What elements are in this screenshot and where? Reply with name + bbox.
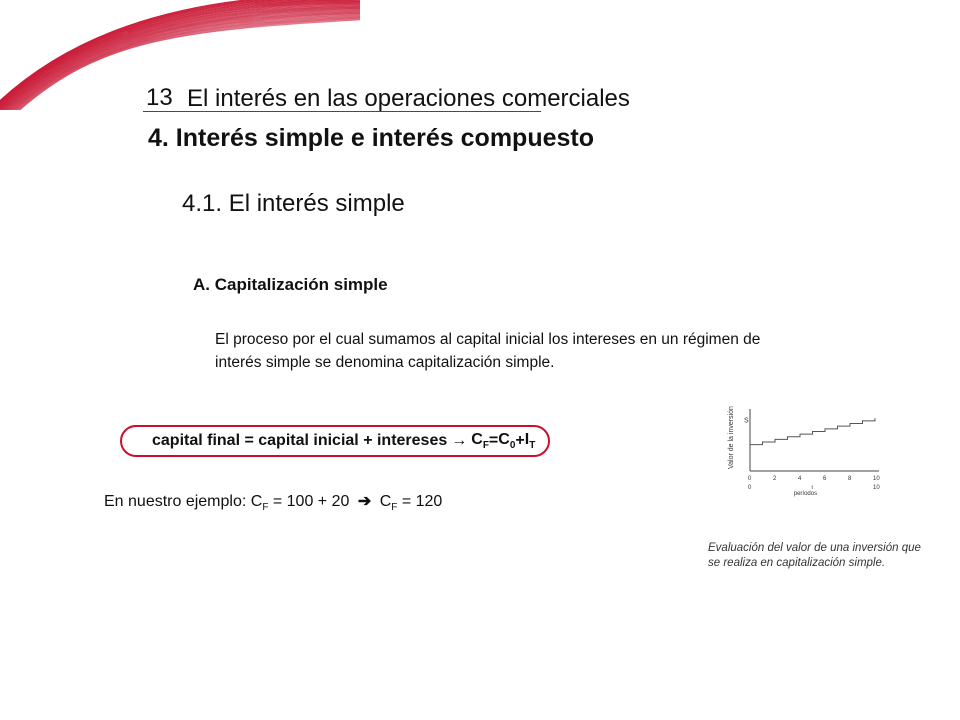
formula-text: capital final = capital inicial + intereses bbox=[152, 432, 448, 449]
x-tick-label: 8 bbox=[848, 476, 852, 482]
y-tick-label: S bbox=[744, 417, 749, 425]
x-tick-label: 2 bbox=[773, 476, 777, 482]
x-tick-label: 0 bbox=[748, 476, 752, 482]
chapter-title: El interés en las operaciones comerciales bbox=[187, 85, 630, 112]
figure-caption: Evaluación del valor de una inversión que se realiza en capitalización simple. bbox=[708, 542, 921, 569]
x-tick-label: 0 bbox=[748, 485, 752, 491]
formula-equals: = bbox=[488, 432, 499, 449]
x-tick-label: 10 bbox=[873, 476, 880, 482]
investment-value-chart bbox=[722, 405, 882, 500]
series-line bbox=[750, 418, 875, 444]
formula-c0: $C_0$ bbox=[498, 430, 516, 452]
x-axis-label: períodos bbox=[793, 491, 818, 497]
x-variable-label: t bbox=[811, 485, 813, 491]
x-tick-label: 4 bbox=[798, 476, 802, 482]
chapter-underline bbox=[143, 111, 541, 112]
formula-it: $I_T$ bbox=[524, 430, 536, 452]
example-line: En nuestro ejemplo: $C_F = 100 + 20$ ➔ $C_F = 120$ bbox=[104, 493, 443, 514]
body-paragraph: El proceso por el cual sumamos al capital inicial los intereses en un régimen de interés simple se denomina capitalización simple. bbox=[215, 331, 761, 371]
formula-box bbox=[120, 425, 550, 457]
x-tick-label: 6 bbox=[823, 476, 827, 482]
chapter-number: 13 bbox=[146, 84, 173, 111]
formula-plus: + bbox=[515, 432, 525, 449]
sub-heading: A. Capitalización simple bbox=[193, 275, 388, 294]
section-title: 4. Interés simple e interés compuesto bbox=[148, 124, 594, 152]
formula-cf: $C_F$ bbox=[471, 430, 489, 452]
subsection-title: 4.1. El interés simple bbox=[182, 190, 405, 217]
x-tick-label: 10 bbox=[873, 485, 880, 491]
arrow-right-icon: ➔ bbox=[357, 493, 372, 510]
arrow-right-icon: → bbox=[451, 432, 468, 449]
y-axis-label: Valor de la inversión bbox=[728, 406, 735, 469]
